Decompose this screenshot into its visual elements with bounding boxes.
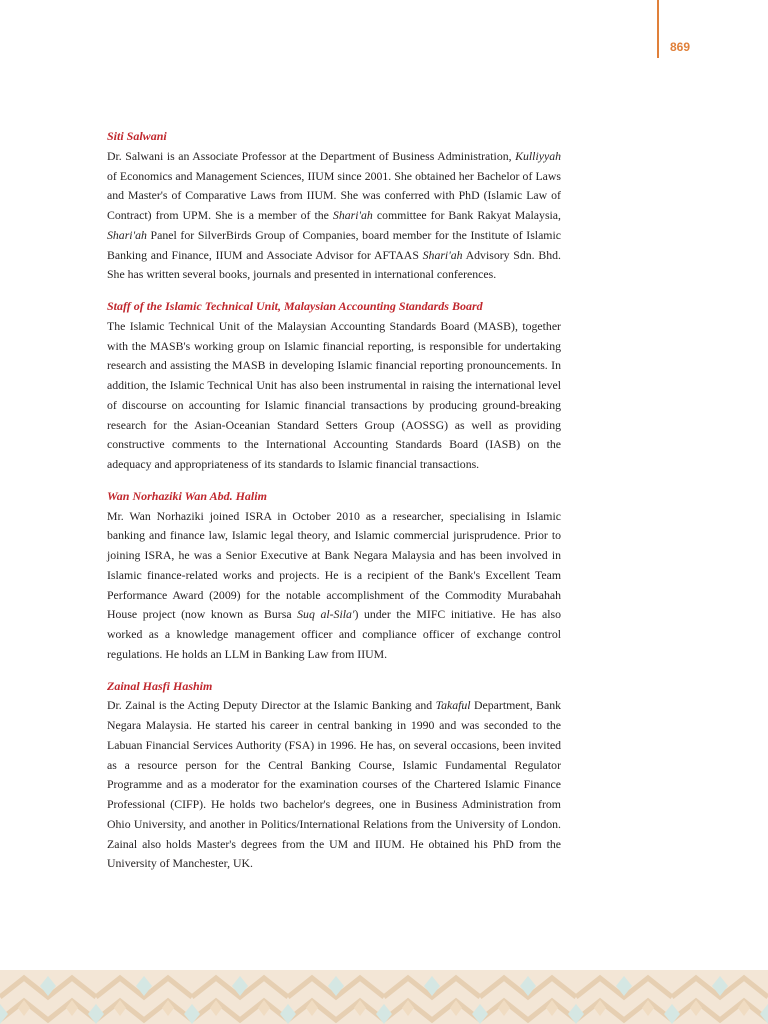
bio-heading: Zainal Hasfi Hashim	[107, 678, 213, 693]
decorative-pattern-band	[0, 970, 768, 1024]
bio-heading: Wan Norhaziki Wan Abd. Halim	[107, 488, 267, 503]
bio-paragraph: Dr. Salwani is an Associate Professor at the Department of Business Administration, Kulliyyah of Economics and Management Sciences, IIUM since 2001. She obtained her Bachelor of Laws and Master's of Comparative Laws from IIUM. She was conferred with PhD (Islamic Law of Contract) from UPM. She is a member of the Shari'ah committee for Bank Rakyat Malaysia, Shari'ah Panel for SilverBirds Group of Companies, board member for the Institute of Islamic Banking and Finance, IIUM and Associate Advisor for AFTAAS Shari'ah Advisory Sdn. Bhd. She has written several books, journals and presented in international conferences.	[107, 148, 561, 282]
biography-list	[107, 127, 561, 886]
italic-term: Shari'ah	[422, 247, 463, 262]
bio-heading: Siti Salwani	[107, 129, 167, 143]
bio-section	[107, 677, 561, 875]
geometric-pattern	[0, 970, 768, 1024]
bio-paragraph: Dr. Zainal is the Acting Deputy Director at the Islamic Banking and Takaful Department, Bank Negara Malaysia. He started his career in central banking in 1990 and was seconded to the Labuan Financial Services Authority (FSA) in 1996. He has, on several occasions, been invited as a resource person for the Central Banking Course, Islamic Fundamental Regulator Programme and as a moderator for the examination courses of the Chartered Islamic Finance Professional (CIFP). He holds two bachelor's degrees, one in Business Administration from Ohio University, and another in Politics/International Relations from the University of London. Zainal also holds Master's degrees from the UM and IIUM. He obtained his PhD from the University of Manchester, UK.	[107, 698, 561, 871]
italic-term: Takaful	[435, 698, 471, 713]
bio-section	[107, 297, 561, 475]
bio-paragraph: Mr. Wan Norhaziki joined ISRA in October 2010 as a researcher, specialising in Islamic banking and finance law, Islamic legal theory, and Islamic commercial jurisprudence. Prior to joining ISRA, he was a Senior Executive at Bank Negara Malaysia and has been involved in Islamic finance-related works and projects. He is a recipient of the Bank's Excellent Team Performance Award (2009) for the notable accomplishment of the Commodity Murabahah House project (now known as Bursa Suq al-Sila') under the MIFC initiative. He has also worked as a knowledge management officer and compliance officer of exchange control regulations. He holds an LLM in Banking Law from IIUM.	[107, 508, 561, 661]
bio-section	[107, 487, 561, 665]
header-rule	[657, 0, 659, 58]
bio-section	[107, 127, 561, 285]
italic-term: Shari'ah	[332, 208, 373, 223]
page-number: 869	[670, 40, 691, 54]
italic-term: Shari'ah	[107, 227, 147, 242]
italic-term: Kulliyyah	[515, 148, 561, 163]
bio-paragraph: The Islamic Technical Unit of the Malaysian Accounting Standards Board (MASB), together with the MASB's working group on Islamic financial reporting, is responsible for undertaking research and assisting the MASB in developing Islamic financial reporting pronouncements. In addition, the Islamic Technical Unit has also been instrumental in raising the international level of discourse on accounting for Islamic financial transactions by producing ground-breaking research for the Asian-Oceanian Standard Setters Group (AOSSG) as well as providing constructive comments to the International Accounting Standards Board (IASB) on the adequacy and appropriateness of its standards to Islamic financial transactions.	[107, 318, 561, 472]
italic-term: Suq al-Sila'	[297, 607, 355, 622]
bio-heading: Staff of the Islamic Technical Unit, Malaysian Accounting Standards Board	[107, 299, 483, 314]
